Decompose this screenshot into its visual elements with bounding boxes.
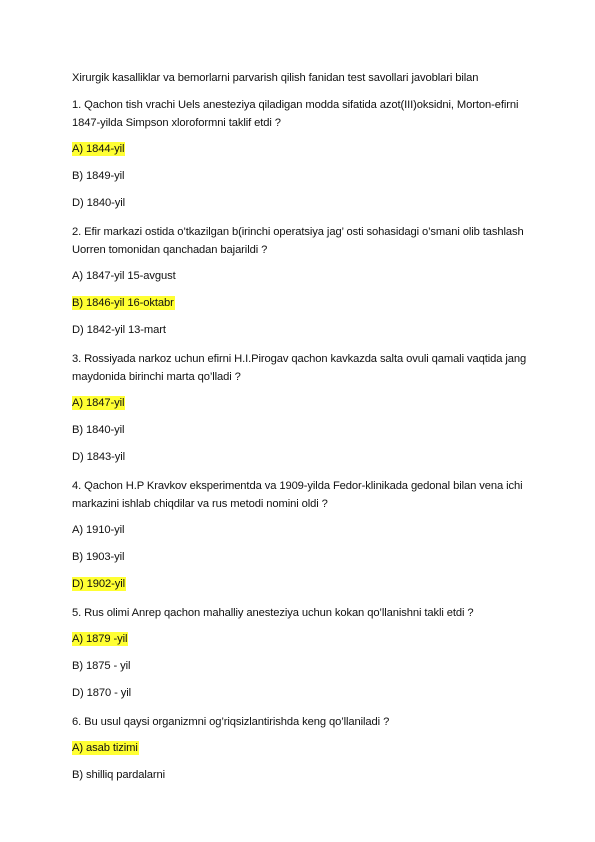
- answer-option: D) 1870 - yil: [72, 687, 132, 699]
- document-title: Xirurgik kasalliklar va bemorlarni parvarish qilish fanidan test savollari javoblari bilan: [72, 72, 479, 84]
- answer-option-correct: B) 1846-yil 16-oktabr: [72, 297, 174, 309]
- question-text: 2. Efir markazi ostida o’tkazilgan b(irinchi operatsiya jag’ osti sohasidagi o’smani olib tashlash Uorren tomonidan qanchadan bajarildi ?: [72, 226, 524, 256]
- answer-option: D) 1843-yil: [72, 451, 125, 463]
- question-block: [72, 604, 527, 701]
- answer-option: D) 1842-yil 13-mart: [72, 324, 166, 336]
- question-text: 1. Qachon tish vrachi Uels anesteziya qiladigan modda sifatida azot(III)oksidni, Morton-efirni 1847-yilda Simpson xloroformni taklif etdi ?: [72, 99, 519, 129]
- question-block: [72, 96, 527, 211]
- answer-option: B) 1903-yil: [72, 551, 125, 563]
- answer-option: B) shilliq pardalarni: [72, 769, 166, 781]
- question-text: 3. Rossiyada narkoz uchun efirni H.I.Pirogav qachon kavkazda salta ovuli qamali vaqtida jang maydonida birinchi marta qo’lladi ?: [72, 353, 527, 383]
- answer-option: B) 1849-yil: [72, 170, 125, 182]
- document-content: [72, 71, 527, 795]
- question-text: 6. Bu usul qaysi organizmni og’riqsizlantirishda keng qo’llaniladi ?: [72, 716, 390, 728]
- question-block: [72, 713, 527, 783]
- question-block: [72, 477, 527, 592]
- question-block: [72, 223, 527, 338]
- answer-option: D) 1840-yil: [72, 197, 125, 209]
- answer-option-correct: A) 1847-yil: [72, 397, 125, 409]
- answer-option: A) 1847-yil 15-avgust: [72, 270, 176, 282]
- answer-option-correct: D) 1902-yil: [72, 578, 125, 590]
- answer-option: B) 1840-yil: [72, 424, 125, 436]
- question-block: [72, 350, 527, 465]
- answer-option: B) 1875 - yil: [72, 660, 131, 672]
- question-text: 5. Rus olimi Anrep qachon mahalliy anesteziya uchun kokan qo’llanishni takli etdi ?: [72, 607, 474, 619]
- answer-option-correct: A) 1879 -yil: [72, 633, 128, 645]
- answer-option: A) 1910-yil: [72, 524, 125, 536]
- answer-option-correct: A) 1844-yil: [72, 143, 125, 155]
- question-text: 4. Qachon H.P Kravkov eksperimentda va 1909-yilda Fedor-klinikada gedonal bilan vena ichi markazini ishlab chiqdilar va rus metodi nomini oldi ?: [72, 480, 523, 510]
- answer-option-correct: A) asab tizimi: [72, 742, 138, 754]
